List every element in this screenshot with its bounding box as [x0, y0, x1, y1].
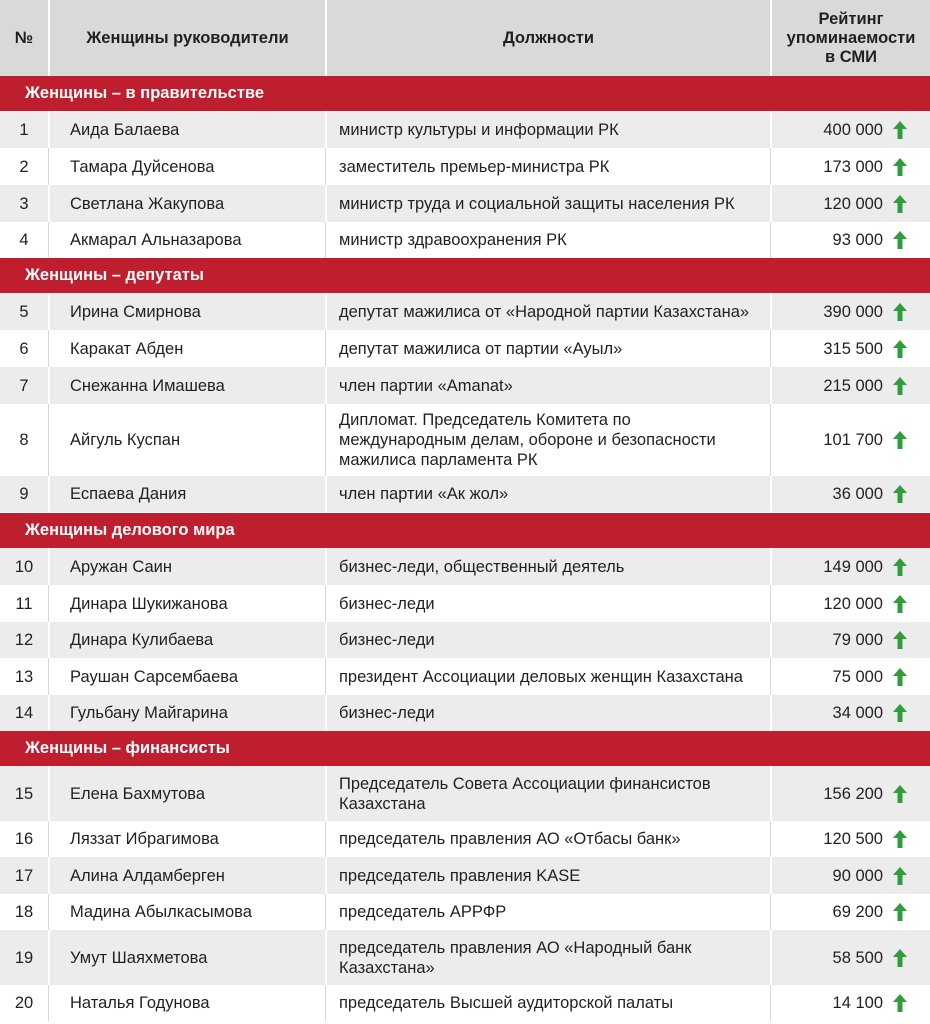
leader-name: Ляззат Ибрагимова	[70, 830, 219, 848]
leader-position	[339, 476, 769, 512]
position-line: президент Ассоциации деловых женщин Казахстана	[339, 667, 743, 686]
leader-name: Умут Шаяхметова	[70, 948, 208, 967]
table-row	[0, 930, 930, 985]
table-row	[0, 330, 930, 367]
leader-name: Айгуль Куспан	[70, 431, 181, 449]
row-number: 8	[19, 431, 29, 449]
row-number: 4	[19, 231, 29, 249]
table-row	[0, 476, 930, 512]
row-number: 3	[19, 194, 29, 213]
section-header: Женщины – депутаты	[0, 258, 930, 293]
row-number: 20	[14, 994, 34, 1012]
position-line: бизнес-леди	[339, 704, 435, 722]
table-row	[0, 622, 930, 658]
header-position: Должности	[502, 28, 595, 47]
arrow-up-icon	[889, 695, 911, 731]
rating-value: 173 000	[823, 157, 883, 176]
leader-name: Динара Кулибаева	[70, 631, 214, 649]
leader-name: Тамара Дуйсенова	[70, 157, 215, 176]
leader-name: Елена Бахмутова	[70, 784, 206, 803]
header-rating	[772, 0, 930, 76]
leader-position	[339, 404, 769, 476]
leader-name: Алина Алдамберген	[70, 866, 225, 885]
row-number: 5	[19, 302, 29, 321]
position-line: Председатель Совета Ассоциации финансистов	[339, 774, 711, 793]
leader-position	[339, 857, 769, 894]
table-row	[0, 985, 930, 1021]
position-line: заместитель премьер-министра РК	[339, 157, 610, 176]
row-number: 11	[15, 594, 33, 613]
position-line: член партии «Amanat»	[339, 376, 513, 395]
rating-value: 75 000	[832, 667, 883, 686]
row-number: 13	[14, 667, 34, 686]
arrow-up-icon	[889, 111, 911, 148]
rating-value: 315 500	[823, 339, 883, 358]
arrow-up-icon	[889, 857, 911, 894]
rating-value: 14 100	[832, 994, 883, 1012]
rating-value: 390 000	[823, 302, 883, 321]
leader-position	[339, 930, 769, 985]
rating-value: 69 200	[832, 903, 883, 921]
arrow-up-icon	[889, 658, 911, 695]
leader-position	[339, 658, 769, 695]
table-row	[0, 367, 930, 404]
table-row	[0, 404, 930, 476]
table-row	[0, 585, 930, 622]
position-line: председатель правления KASE	[339, 866, 581, 885]
arrow-up-icon	[889, 185, 911, 222]
table-row	[0, 548, 930, 585]
rating-value: 120 000	[823, 594, 883, 613]
leader-name: Каракат Абден	[70, 339, 184, 358]
arrow-up-icon	[889, 622, 911, 658]
header-rating-line2: упоминаемости	[786, 28, 916, 47]
leader-position	[339, 330, 769, 367]
leader-name: Снежанна Имашева	[70, 376, 225, 395]
table-row	[0, 111, 930, 148]
arrow-up-icon	[889, 985, 911, 1021]
leader-name: Еспаева Дания	[70, 485, 187, 503]
table-row	[0, 695, 930, 731]
header-rating-line3: в СМИ	[824, 47, 878, 66]
table-row	[0, 293, 930, 330]
rating-value: 36 000	[832, 485, 883, 503]
row-number: 1	[19, 120, 29, 139]
leader-position	[339, 585, 769, 622]
arrow-up-icon	[889, 330, 911, 367]
rating-value: 34 000	[832, 704, 883, 722]
arrow-up-icon	[889, 930, 911, 985]
arrow-up-icon	[889, 222, 911, 258]
row-number: 6	[19, 339, 29, 358]
position-line: международным делам, обороне и безопасности	[339, 431, 716, 449]
leader-name: Гульбану Майгарина	[70, 704, 228, 722]
position-line: бизнес-леди	[339, 594, 435, 613]
arrow-up-icon	[889, 766, 911, 821]
rating-value: 58 500	[832, 948, 883, 967]
arrow-up-icon	[889, 404, 911, 476]
leader-position	[339, 766, 769, 821]
table-row	[0, 185, 930, 222]
position-line: Казахстана	[339, 794, 426, 813]
leader-position	[339, 821, 769, 857]
row-number: 15	[14, 784, 34, 803]
leader-position	[339, 185, 769, 222]
row-number: 7	[19, 376, 29, 395]
header-num: №	[14, 28, 34, 47]
leader-position	[339, 548, 769, 585]
arrow-up-icon	[889, 585, 911, 622]
table-header	[0, 0, 930, 76]
leader-position	[339, 622, 769, 658]
rating-value: 400 000	[823, 120, 883, 139]
row-number: 2	[19, 157, 29, 176]
position-line: член партии «Ак жол»	[339, 485, 509, 503]
position-line: председатель правления АО «Отбасы банк»	[339, 830, 681, 848]
table-row	[0, 894, 930, 930]
section-header: Женщины делового мира	[0, 513, 930, 548]
header-name: Женщины руководители	[86, 28, 289, 47]
section-header: Женщины – в правительстве	[0, 76, 930, 111]
position-line: депутат мажилиса от «Народной партии Казахстана»	[339, 302, 750, 321]
leader-position	[339, 148, 769, 185]
leader-position	[339, 695, 769, 731]
table-row	[0, 766, 930, 821]
leader-position	[339, 985, 769, 1021]
position-line: председатель Высшей аудиторской палаты	[339, 994, 674, 1012]
position-line: министр здравоохранения РК	[339, 231, 567, 249]
row-number: 16	[14, 830, 34, 848]
rating-value: 93 000	[832, 231, 883, 249]
position-line: министр труда и социальной защиты населения РК	[339, 194, 735, 213]
rating-value: 120 000	[823, 194, 883, 213]
leader-name: Мадина Абылкасымова	[70, 903, 252, 921]
leader-name: Наталья Годунова	[70, 994, 210, 1012]
rating-value: 101 700	[823, 431, 883, 449]
position-line: председатель правления АО «Народный банк	[339, 938, 692, 957]
row-number: 14	[14, 704, 34, 722]
leader-name: Аида Балаева	[70, 120, 180, 139]
leader-name: Аружан Саин	[70, 557, 172, 576]
rating-value: 215 000	[823, 376, 883, 395]
row-number: 9	[19, 485, 29, 503]
arrow-up-icon	[889, 548, 911, 585]
leader-name: Акмарал Альназарова	[70, 231, 242, 249]
arrow-up-icon	[889, 821, 911, 857]
table-row	[0, 148, 930, 185]
rating-value: 120 500	[823, 830, 883, 848]
position-line: бизнес-леди, общественный деятель	[339, 557, 625, 576]
leader-position	[339, 367, 769, 404]
arrow-up-icon	[889, 293, 911, 330]
arrow-up-icon	[889, 476, 911, 512]
table-row	[0, 821, 930, 857]
row-number: 19	[14, 948, 34, 967]
row-number: 10	[14, 557, 34, 576]
arrow-up-icon	[889, 148, 911, 185]
position-line: Казахстана»	[339, 958, 435, 977]
row-number: 17	[14, 866, 34, 885]
position-line: министр культуры и информации РК	[339, 120, 619, 139]
table-row	[0, 222, 930, 258]
leader-position	[339, 894, 769, 930]
table-row	[0, 857, 930, 894]
leader-name: Светлана Жакупова	[70, 194, 225, 213]
arrow-up-icon	[889, 367, 911, 404]
position-line: депутат мажилиса от партии «Ауыл»	[339, 339, 623, 358]
row-number: 18	[14, 903, 34, 921]
leader-position	[339, 222, 769, 258]
leader-position	[339, 293, 769, 330]
position-line: мажилиса парламента РК	[339, 451, 538, 469]
leader-name: Динара Шукижанова	[70, 594, 228, 613]
position-line: бизнес-леди	[339, 631, 435, 649]
rating-value: 149 000	[823, 557, 883, 576]
row-number: 12	[14, 631, 34, 649]
section-header: Женщины – финансисты	[0, 731, 930, 766]
leader-name: Раушан Сарсембаева	[70, 667, 239, 686]
arrow-up-icon	[889, 894, 911, 930]
rating-value: 156 200	[823, 784, 883, 803]
header-rating-line1: Рейтинг	[818, 9, 884, 28]
leader-position	[339, 111, 769, 148]
rating-value: 79 000	[832, 631, 883, 649]
leader-name: Ирина Смирнова	[70, 302, 201, 321]
rating-value: 90 000	[832, 866, 883, 885]
table-row	[0, 658, 930, 695]
position-line: Дипломат. Председатель Комитета по	[339, 411, 631, 429]
position-line: председатель АРРФР	[339, 903, 507, 921]
